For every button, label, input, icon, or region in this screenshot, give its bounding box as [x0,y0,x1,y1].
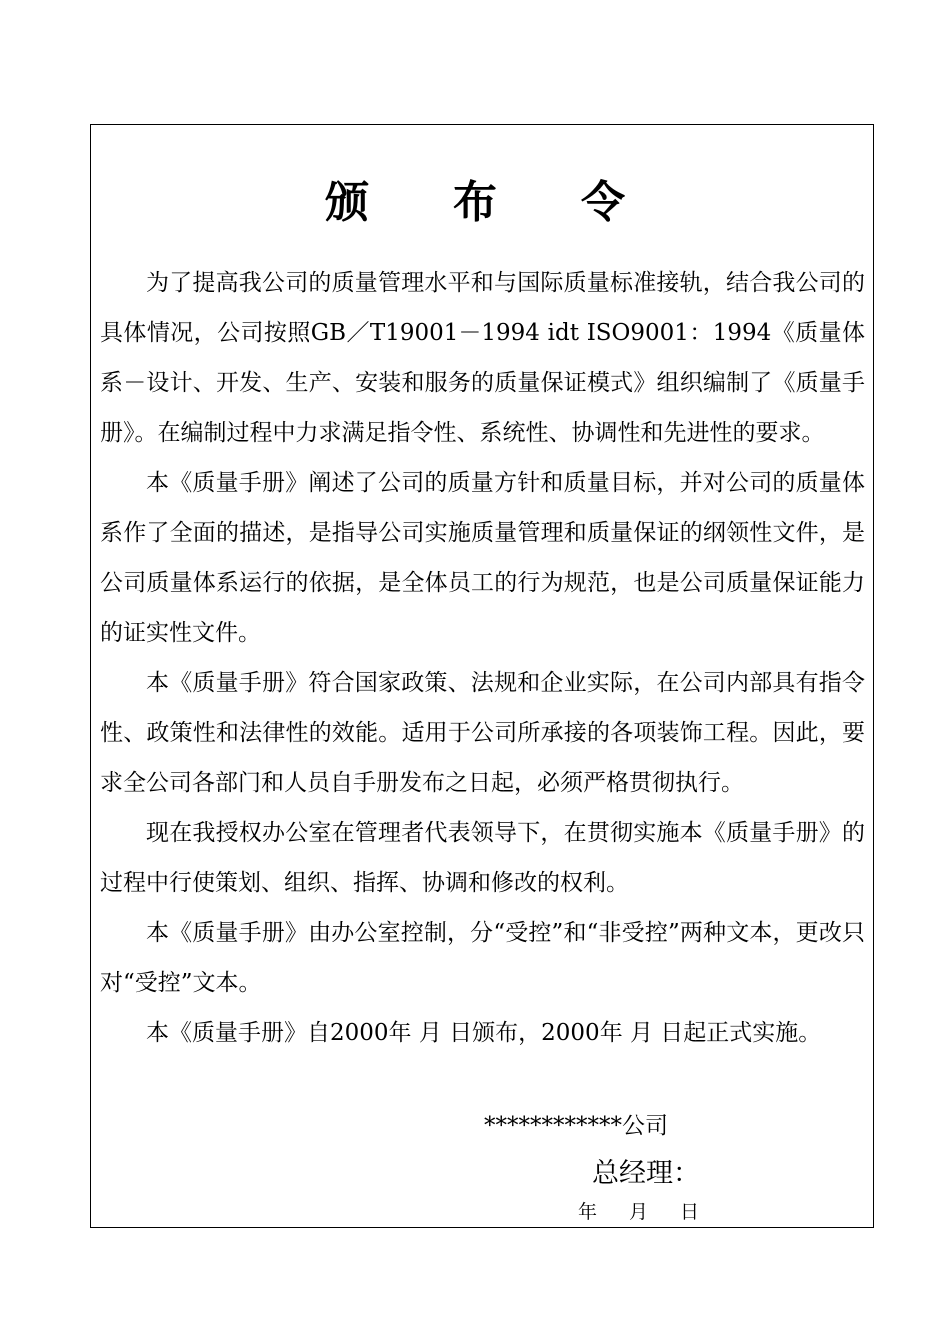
title-char-1: 颁 [325,177,369,228]
date-month: 月 [629,1201,649,1223]
paragraph-2: 本《质量手册》阐述了公司的质量方针和质量目标，并对公司的质量体系作了全面的描述，是指导公司实施质量管理和质量保证的纲领性文件，是公司质量体系运行的依据，是全体员工的行为规范，也是公司质量保证能力的证实性文件。 [100,470,865,646]
paragraph-3: 本《质量手册》符合国家政策、法规和企业实际，在公司内部具有指令性、政策性和法律性的效能。适用于公司所承接的各项装饰工程。因此，要求全公司各部门和人员自手册发布之日起，必须严格贯彻执行。 [100,670,865,796]
date-year: 年 [578,1201,598,1223]
signature-date [578,1198,699,1226]
paragraph-1: 为了提高我公司的质量管理水平和与国际质量标准接轨，结合我公司的具体情况，公司按照GB／T19001－1994 idt ISO9001：1994《质量体系－设计、开发、生产、安装和服务的质量保证模式》组织编制了《质量手册》。在编制过程中力求满足指令性、系统性、协调性和先进性的要求。 [100,270,865,446]
document-title [0,178,950,228]
title-char-3: 令 [581,177,625,228]
company-name: ************公司 [484,1113,668,1139]
general-manager-label: 总经理： [592,1158,700,1189]
paragraph-5: 本《质量手册》由办公室控制，分“受控”和“非受控”两种文本，更改只对“受控”文本。 [100,920,865,996]
paragraph-4: 现在我授权办公室在管理者代表领导下，在贯彻实施本《质量手册》的过程中行使策划、组织、指挥、协调和修改的权利。 [100,820,865,896]
document-body [100,258,865,1058]
paragraph-6: 本《质量手册》自2000年 月 日颁布，2000年 月 日起正式实施。 [146,1020,822,1046]
date-day: 日 [680,1201,700,1223]
title-char-2: 布 [453,177,497,228]
